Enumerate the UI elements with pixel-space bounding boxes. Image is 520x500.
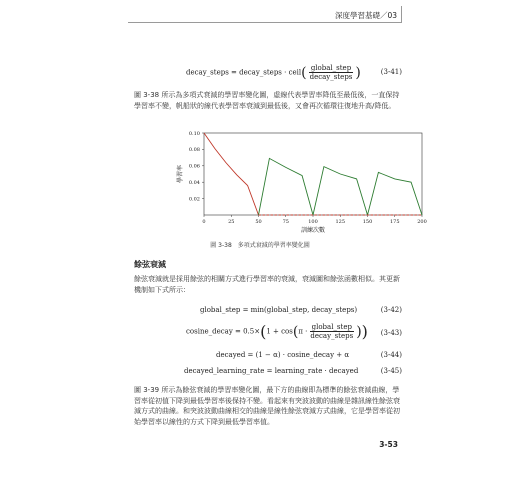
equation-3-42 bbox=[128, 306, 402, 318]
x-tick-label: 100 bbox=[308, 219, 318, 225]
x-tick-label: 175 bbox=[389, 219, 400, 225]
fraction-denominator: decay_steps bbox=[310, 332, 354, 340]
series-line-4 bbox=[368, 172, 423, 215]
fraction-numerator: global_step bbox=[310, 64, 352, 72]
equation-cos-term: 1 + cos bbox=[266, 327, 293, 336]
equation-3-41: decay_steps = decay_steps · ceil( $\frac{\text{global\_step}}{\text{decay\_steps}}$ ) (3-41) bbox=[186, 64, 402, 81]
y-tick-label: 0.02 bbox=[188, 196, 200, 203]
x-axis-label: 訓練次數 bbox=[300, 227, 326, 234]
y-tick-label: 0.04 bbox=[188, 180, 200, 186]
equation-number: (3-45) bbox=[380, 367, 402, 375]
fraction-numerator: global_step bbox=[311, 323, 352, 331]
paragraph-intro: 圖 3-38 所示為多項式衰減的學習率變化圖，虛線代表學習率降低至最低後，一直保持學習率不變，帆船狀的線代表學習率衰減到最低後，又會再次循環往復地升高/降低。 bbox=[134, 91, 400, 110]
y-tick-label: 0.06 bbox=[188, 163, 200, 170]
figure-caption: 圖 3-38 多項式衰減的學習率變化圖 bbox=[210, 242, 310, 249]
fraction-denominator: decay_steps bbox=[309, 73, 353, 81]
x-tick-label: 200 bbox=[417, 219, 427, 225]
equation-pi-term: π · bbox=[298, 327, 308, 336]
section-title: 餘弦衰減 bbox=[134, 260, 166, 269]
x-tick-label: 50 bbox=[255, 219, 262, 225]
equation-number: (3-41) bbox=[380, 68, 402, 76]
y-tick-label: 0.08 bbox=[188, 147, 200, 154]
series-line-3 bbox=[313, 167, 368, 215]
paragraph-cosine-intro: 餘弦衰減就是採用餘弦的相關方式進行學習率的衰減，衰減圖和餘弦函數相似。其更新機制如下式所示： bbox=[134, 275, 400, 294]
chart-series bbox=[204, 133, 422, 215]
header-rule bbox=[128, 22, 402, 23]
equation-3-43: cosine_decay = 0.5×(1 + cos(π · $\frac{\text{global\_step}}{\text{decay\_steps}}$ )) (3-43) bbox=[186, 321, 402, 341]
equation-3-45 bbox=[128, 367, 402, 379]
plot-frame bbox=[204, 133, 422, 215]
equation-number: (3-43) bbox=[380, 329, 402, 337]
y-axis-label: 學習率 bbox=[177, 164, 184, 184]
x-tick-label: 25 bbox=[228, 219, 235, 225]
x-tick-label: 150 bbox=[362, 219, 373, 225]
equation-text: decayed = (1 − α) · cosine_decay + α bbox=[216, 351, 350, 359]
y-tick-label: 0.10 bbox=[188, 130, 200, 137]
series-line-1 bbox=[204, 133, 259, 215]
page-number: 3-53 bbox=[379, 440, 398, 449]
running-header: 深度學習基礎／03 bbox=[334, 11, 397, 20]
series-line-2 bbox=[259, 158, 314, 215]
x-tick-label: 125 bbox=[335, 219, 346, 225]
x-tick-label: 0 bbox=[202, 219, 206, 225]
equation-lhs: decay_steps = decay_steps · ceil bbox=[186, 68, 302, 77]
equation-number: (3-42) bbox=[380, 306, 402, 314]
equation-text: global_step = min(global_step, decay_steps) bbox=[200, 306, 358, 314]
x-tick-label: 75 bbox=[282, 219, 289, 225]
equation-number: (3-44) bbox=[380, 351, 402, 359]
equation-lhs: cosine_decay = 0.5× bbox=[186, 327, 261, 336]
equation-3-44 bbox=[128, 351, 402, 363]
lr-decay-chart bbox=[170, 127, 430, 237]
paragraph-cosine-figure: 圖 3-39 所示為餘弦衰減的學習率變化圖，最下方的曲線即為標準的餘弦衰減曲線，學習率從初值下降到最低學習率後保持不變。看起來有突波波動的曲線是雜訊線性餘弦衰減方式的曲線。和突波波動曲線相交的曲線是線性餘弦衰減方式曲線，它是學習率從初始學習率以線性的方式下降到最低學習率值。 bbox=[134, 386, 400, 426]
equation-text: decayed_learning_rate = learning_rate · decayed bbox=[184, 367, 359, 375]
